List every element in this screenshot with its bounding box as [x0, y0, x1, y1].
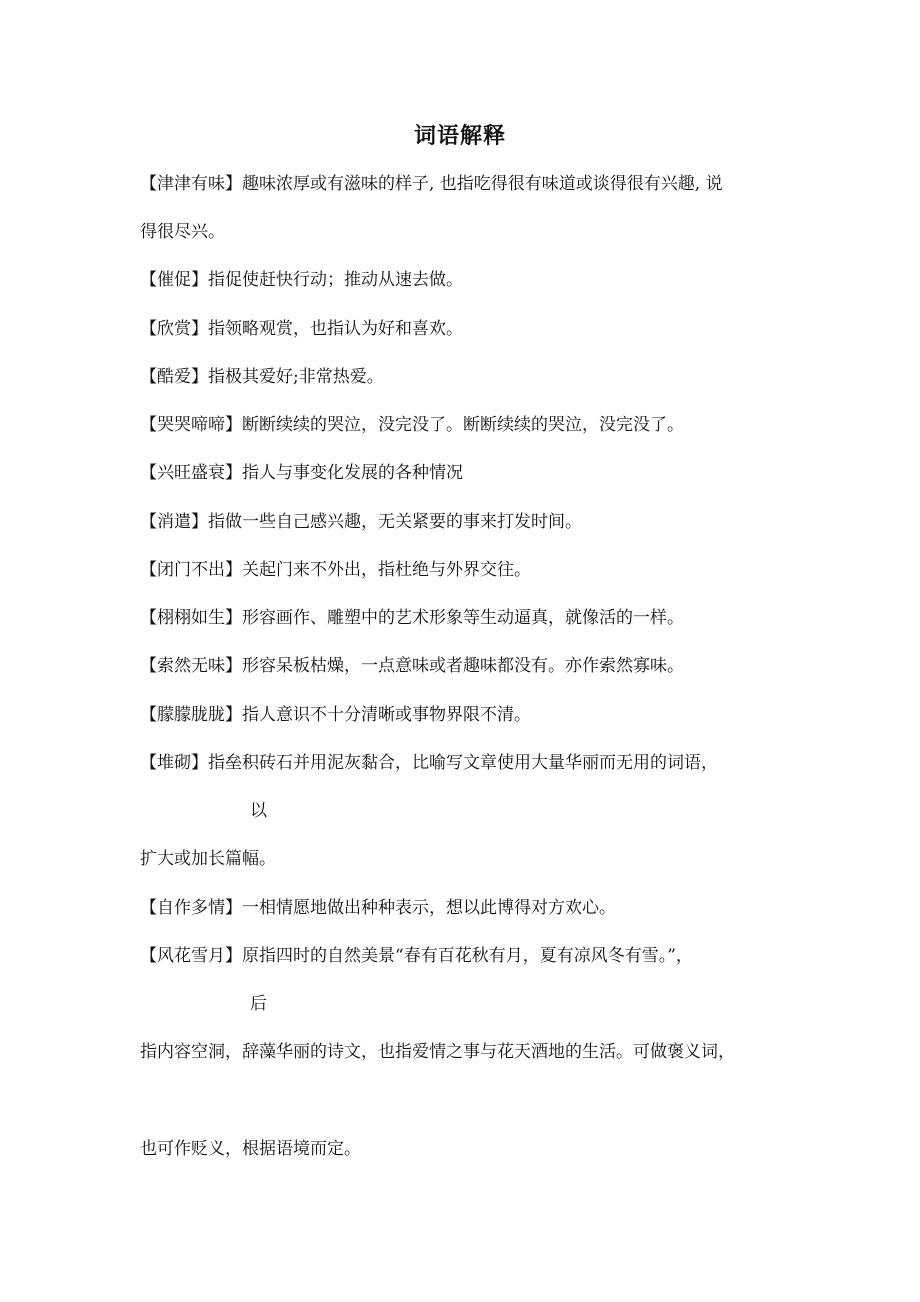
entry-xuxurusheng: 【栩栩如生】形容画作、雕塑中的艺术形象等生动逼真，就像活的一样。 [140, 608, 684, 628]
entry-fenghuaxueyue-line-2: 后 [250, 994, 267, 1014]
entry-fenghuaxueyue-line-1: 【风花雪月】原指四时的自然美景“春有百花秋有月，夏有凉风冬有雪。”， [140, 946, 693, 966]
entry-jinjinyouwei-line-1: 【津津有味】趣味浓厚或有滋味的样子, 也指吃得很有味道或谈得很有兴趣, 说 [140, 174, 723, 194]
entry-duiqi-line-3: 扩大或加长篇幅。 [140, 849, 276, 869]
entry-duiqi-line-1: 【堆砌】指垒积砖石并用泥灰黏合，比喻写文章使用大量华丽而无用的词语， [140, 753, 718, 773]
entry-zizuoduoqing: 【自作多情】一相情愿地做出种种表示，想以此博得对方欢心。 [140, 898, 616, 918]
entry-jinjinyouwei-line-2: 得很尽兴。 [140, 222, 225, 242]
document-title: 词语解释 [413, 123, 506, 149]
entry-fenghuaxueyue-line-3: 指内容空洞，辞藻华丽的诗文，也指爱情之事与花天酒地的生活。可做褒义词， [140, 1042, 735, 1062]
entry-xiaoqian: 【消遣】指做一些自己感兴趣，无关紧要的事来打发时间。 [140, 512, 582, 532]
entry-menglongmenglong: 【朦朦胧胧】指人意识不十分清晰或事物界限不清。 [140, 705, 531, 725]
entry-fenghuaxueyue-line-4: 也可作贬义，根据语境而定。 [140, 1139, 361, 1159]
entry-xinshang: 【欣赏】指领略观赏，也指认为好和喜欢。 [140, 319, 463, 339]
entry-kuai: 【酷爱】指极其爱好;非常热爱。 [140, 367, 384, 387]
entry-xingwangshengshuai: 【兴旺盛衰】指人与事变化发展的各种情况 [140, 463, 463, 483]
entry-cuicu: 【催促】指促使赶快行动；推动从速去做。 [140, 270, 463, 290]
entry-kukutiti: 【哭哭啼啼】断断续续的哭泣，没完没了。断断续续的哭泣，没完没了。 [140, 415, 684, 435]
entry-suoranwuwei: 【索然无味】形容呆板枯燥，一点意味或者趣味都没有。亦作索然寡味。 [140, 656, 684, 676]
entry-bimenbuchu: 【闭门不出】关起门来不外出，指杜绝与外界交往。 [140, 560, 531, 580]
entry-duiqi-line-2: 以 [250, 801, 267, 821]
